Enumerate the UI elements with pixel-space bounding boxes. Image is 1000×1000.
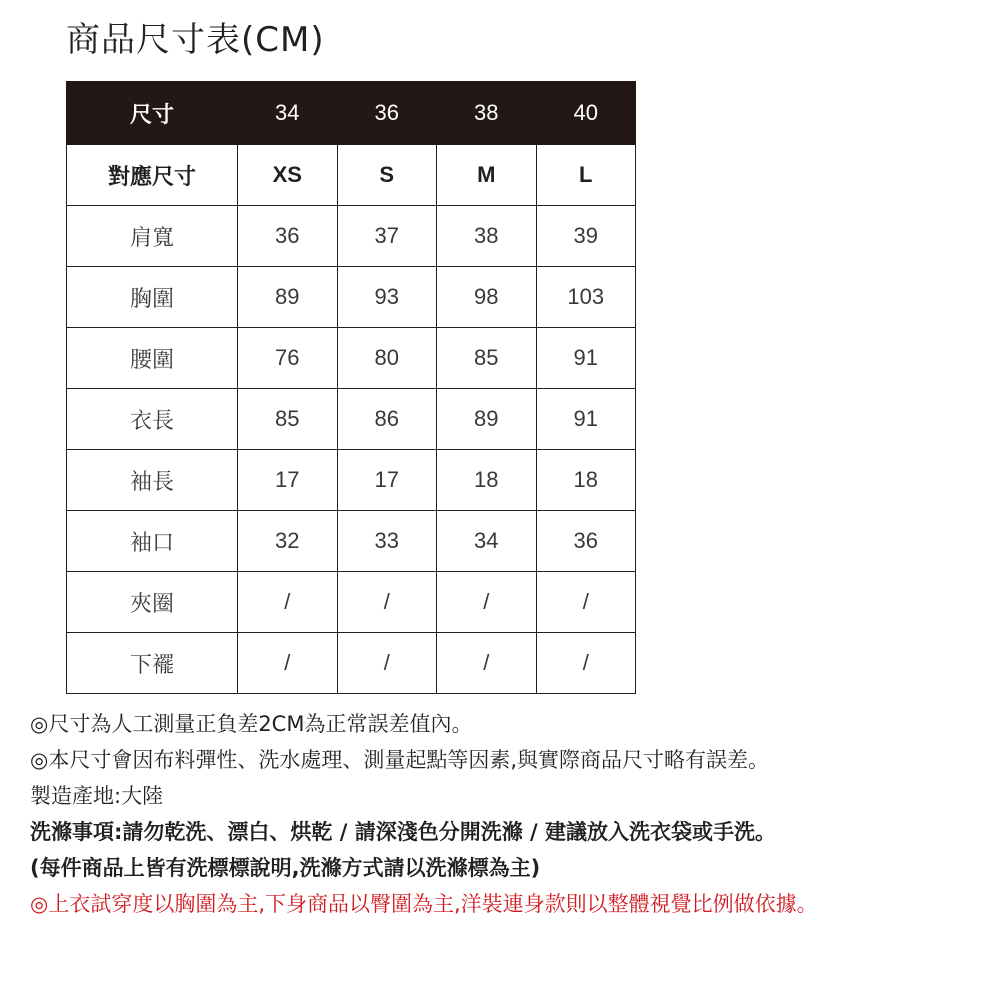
table-cell: M [437,145,537,206]
table-cell: 86 [337,389,437,450]
table-cell: 17 [238,450,338,511]
row-label: 袖口 [67,511,238,572]
header-size-36: 36 [337,82,437,145]
table-cell: / [238,572,338,633]
row-label: 胸圍 [67,267,238,328]
header-size-40: 40 [536,82,636,145]
table-cell: / [536,572,636,633]
row-label: 肩寬 [67,206,238,267]
table-cell: / [437,633,537,694]
note-fit-guide: ◎上衣試穿度以胸圍為主,下身商品以臀圍為主,洋裝連身款則以整體視覺比例做依據。 [30,892,818,916]
table-cell: 98 [437,267,537,328]
table-row-waist [67,328,636,389]
row-label: 對應尺寸 [67,145,238,206]
table-row-chest [67,267,636,328]
note-washing-label: (每件商品上皆有洗標標說明,洗滌方式請以洗滌標為主) [30,856,541,880]
table-cell: 103 [536,267,636,328]
notes-section [30,706,990,922]
table-cell: 18 [536,450,636,511]
row-label: 下襬 [67,633,238,694]
table-cell: 91 [536,389,636,450]
table-row-armhole [67,572,636,633]
note-origin: 製造產地:大陸 [30,784,164,808]
table-cell: 85 [437,328,537,389]
table-cell: 38 [437,206,537,267]
table-cell: 36 [536,511,636,572]
table-row-shoulder [67,206,636,267]
table-row-size-map [67,145,636,206]
table-row-sleeve-length [67,450,636,511]
table-cell: 91 [536,328,636,389]
table-cell: XS [238,145,338,206]
table-cell: / [536,633,636,694]
table-cell: 76 [238,328,338,389]
table-cell: 80 [337,328,437,389]
header-size-34: 34 [238,82,338,145]
note-size-variance: ◎本尺寸會因布料彈性、洗水處理、測量起點等因素,與實際商品尺寸略有誤差。 [30,748,769,772]
page-title: 商品尺寸表(CM) [66,20,325,60]
row-label: 衣長 [67,389,238,450]
table-cell: 37 [337,206,437,267]
table-cell: 93 [337,267,437,328]
table-cell: / [337,572,437,633]
table-cell: / [238,633,338,694]
table-cell: 32 [238,511,338,572]
table-cell: S [337,145,437,206]
table-cell: 18 [437,450,537,511]
table-cell: 34 [437,511,537,572]
table-cell: 85 [238,389,338,450]
row-label: 腰圍 [67,328,238,389]
table-cell: 39 [536,206,636,267]
note-measurement-tolerance: ◎尺寸為人工測量正負差2CM為正常誤差值內。 [30,712,473,736]
table-cell: L [536,145,636,206]
table-header-row [67,82,636,145]
row-label: 袖長 [67,450,238,511]
table-cell: 36 [238,206,338,267]
table-cell: / [437,572,537,633]
table-cell: 17 [337,450,437,511]
header-size-label: 尺寸 [67,82,238,145]
table-cell: / [337,633,437,694]
table-row-length [67,389,636,450]
table-cell: 89 [437,389,537,450]
table-row-cuff [67,511,636,572]
row-label: 夾圈 [67,572,238,633]
header-size-38: 38 [437,82,537,145]
size-table [66,81,636,694]
table-row-hem [67,633,636,694]
table-cell: 33 [337,511,437,572]
note-washing-instructions: 洗滌事項:請勿乾洗、漂白、烘乾 / 請深淺色分開洗滌 / 建議放入洗衣袋或手洗。 [30,820,776,844]
table-cell: 89 [238,267,338,328]
